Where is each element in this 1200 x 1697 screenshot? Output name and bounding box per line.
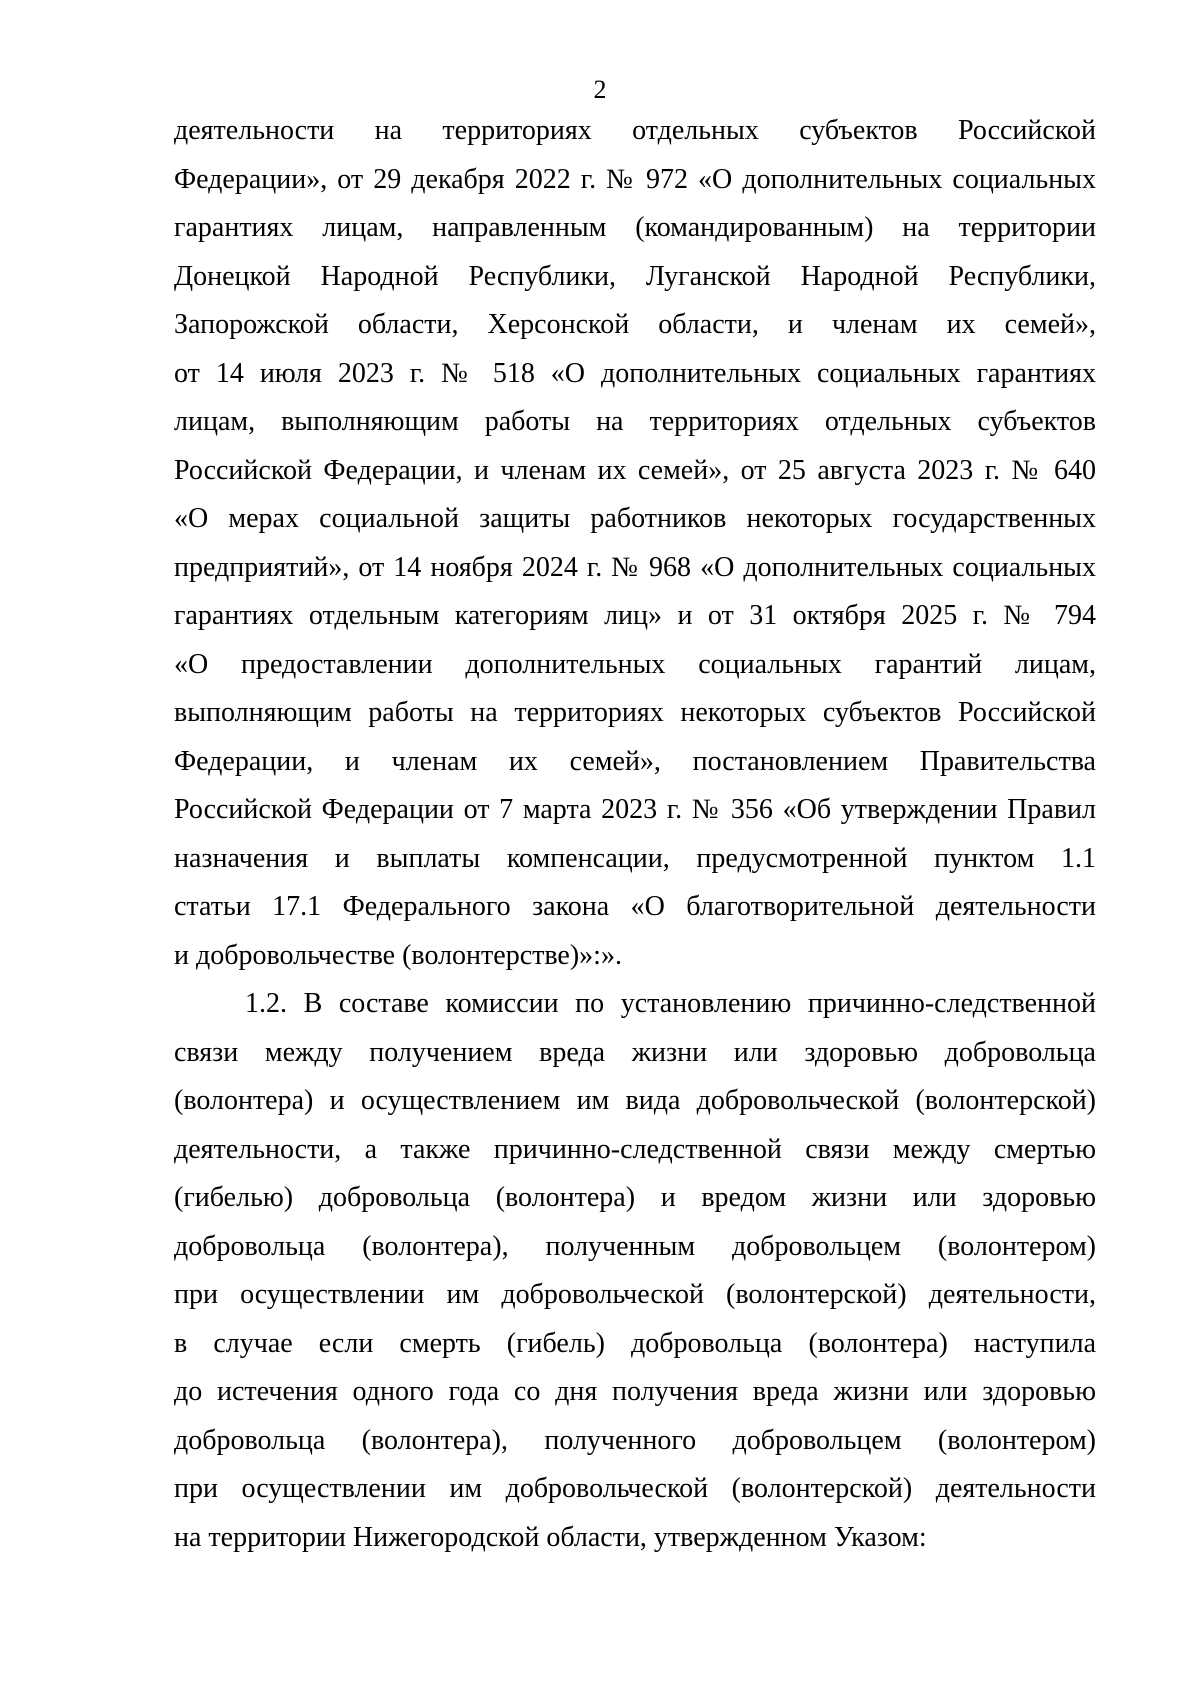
text-line: назначения и выплаты компенсации, предусмотренной пунктом 1.1: [174, 842, 1096, 874]
text-line: в случае если смерть (гибель) добровольца (волонтера) наступила: [174, 1327, 1096, 1359]
document-body: [174, 107, 1096, 1562]
text-line: лицам, выполняющим работы на территориях отдельных субъектов: [174, 406, 1096, 437]
text-line: Запорожской области, Херсонской области, и членам их семей»,: [174, 309, 1096, 340]
text-line: 1.2. В составе комиссии по установлению причинно-следственной: [245, 988, 1096, 1019]
text-line: до истечения одного года со дня получения вреда жизни или здоровью: [174, 1376, 1096, 1407]
text-line: статьи 17.1 Федерального закона «О благотворительной деятельности: [174, 891, 1096, 922]
text-line: Российской Федерации от 7 марта 2023 г. № 356 «Об утверждении Правил: [174, 794, 1096, 825]
text-line: (волонтера) и осуществлением им вида добровольческой (волонтерской): [174, 1085, 1096, 1116]
text-line: «О предоставлении дополнительных социальных гарантий лицам,: [174, 648, 1096, 680]
text-line: Донецкой Народной Республики, Луганской Народной Республики,: [174, 260, 1096, 292]
text-line: добровольца (волонтера), полученного добровольцем (волонтером): [174, 1424, 1096, 1456]
text-line: Российской Федерации, и членам их семей», от 25 августа 2023 г. № 640: [174, 454, 1096, 486]
paragraph-item-1-2: [174, 980, 1096, 1562]
text-line: предприятий», от 14 ноября 2024 г. № 968 «О дополнительных социальных: [174, 551, 1096, 583]
text-line: и добровольчестве (волонтерстве)»:».: [174, 939, 622, 971]
text-line: «О мерах социальной защиты работников некоторых государственных: [174, 503, 1096, 534]
text-line: от 14 июля 2023 г. № 518 «О дополнительных социальных гарантиях: [174, 357, 1096, 389]
text-line: связи между получением вреда жизни или здоровью добровольца: [174, 1036, 1096, 1068]
text-line: выполняющим работы на территориях некоторых субъектов Российской: [174, 697, 1096, 728]
text-line: Федерации, и членам их семей», постановлением Правительства: [174, 745, 1096, 777]
text-line: (гибелью) добровольца (волонтера) и вредом жизни или здоровью: [174, 1182, 1096, 1213]
text-line: деятельности на территориях отдельных субъектов Российской: [174, 115, 1096, 146]
paragraph-continuation: [174, 107, 1096, 980]
page-number: 2: [593, 75, 607, 104]
text-line: на территории Нижегородской области, утвержденном Указом:: [174, 1521, 927, 1553]
text-line: при осуществлении им добровольческой (волонтерской) деятельности,: [174, 1279, 1096, 1310]
text-line: деятельности, а также причинно-следственной связи между смертью: [174, 1133, 1096, 1165]
text-line: Федерации», от 29 декабря 2022 г. № 972 «О дополнительных социальных: [174, 163, 1096, 195]
text-line: гарантиях лицам, направленным (командированным) на территории: [174, 212, 1096, 243]
text-line: добровольца (волонтера), полученным добровольцем (волонтером): [174, 1230, 1096, 1262]
text-line: гарантиях отдельным категориям лиц» и от 31 октября 2025 г. № 794: [174, 600, 1096, 631]
text-line: при осуществлении им добровольческой (волонтерской) деятельности: [174, 1473, 1096, 1504]
